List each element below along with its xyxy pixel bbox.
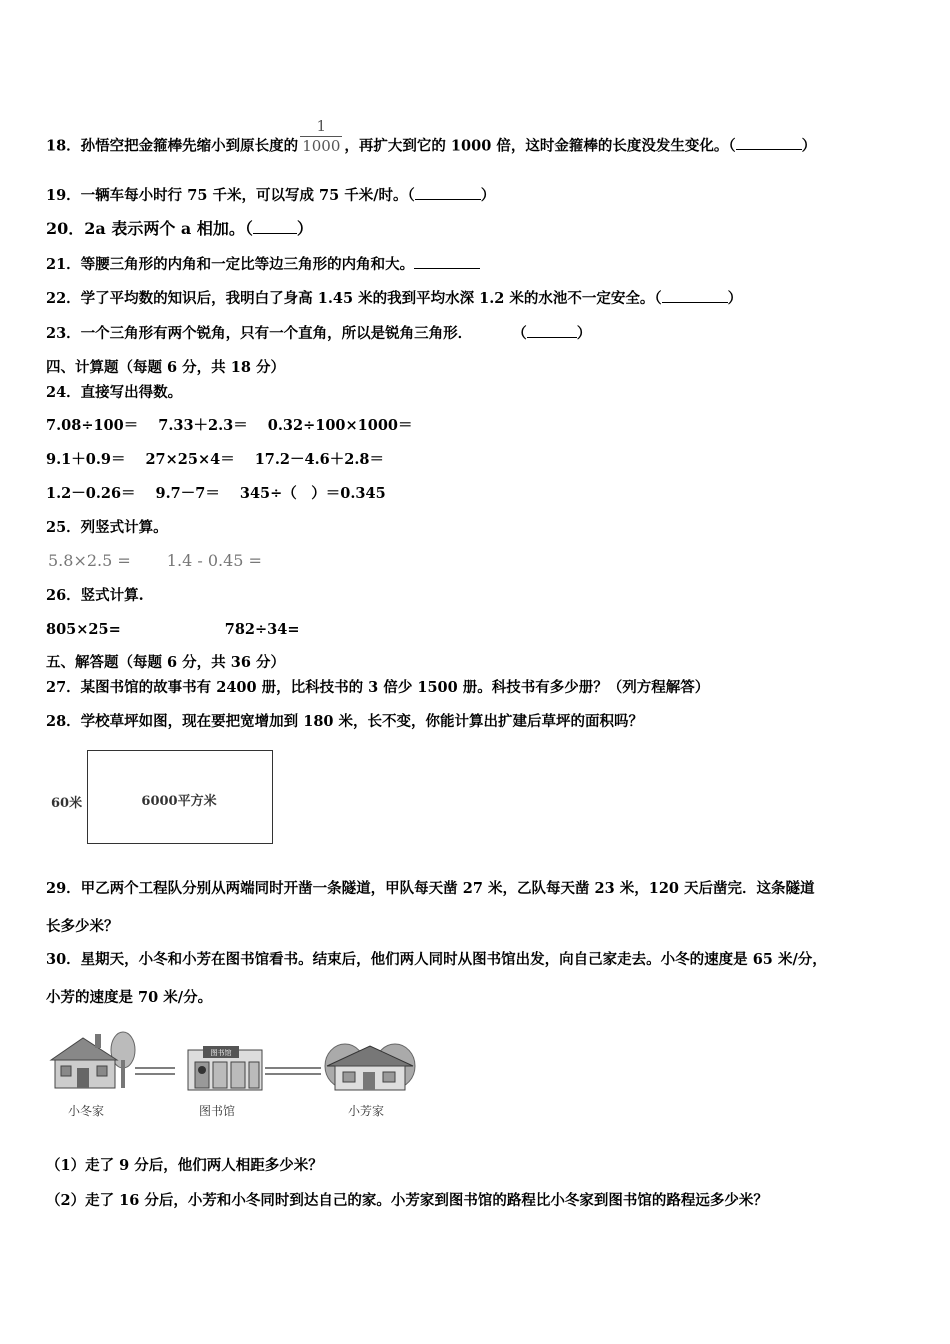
q24-expr-2-2: 27×25×4＝ xyxy=(145,451,235,468)
section-5-heading: 五、解答题（每题 6 分，共 36 分） xyxy=(46,654,285,671)
question-19 xyxy=(46,187,495,204)
question-29-line-2: 长多少米？ xyxy=(46,918,119,935)
library-sign: 图书馆 xyxy=(210,1049,232,1057)
fraction-one-thousandth xyxy=(300,117,342,156)
lawn-area-label: 6000平方米 xyxy=(141,794,217,809)
question-30-sub-2: （2）走了 16 分后，小芳和小冬同时到达自己的家。小芳家到图书馆的路程比小冬家到图书馆的路程远多少米？ xyxy=(46,1192,768,1209)
question-27: 27．某图书馆的故事书有 2400 册，比科技书的 3 倍少 1500 册。科技书有多少册？（列方程解答） xyxy=(46,679,710,696)
xiaodong-house-icon xyxy=(51,1032,135,1088)
question-24-title: 24．直接写出得数。 xyxy=(46,384,183,401)
question-18 xyxy=(46,117,817,166)
question-28: 28．学校草坪如图，现在要把宽增加到 180 米，长不变，你能计算出扩建后草坪的面积吗？ xyxy=(46,713,644,730)
fraction-numerator: 1 xyxy=(300,117,342,137)
question-30-line-2: 小芳的速度是 70 米/分。 xyxy=(46,989,213,1006)
q21-text: 21．等腰三角形的内角和一定比等边三角形的内角和大。 xyxy=(46,256,415,273)
q24-expr-3-1: 1.2－0.26＝ xyxy=(46,485,136,502)
q18-text-post: ，再扩大到它的 1000 倍，这时金箍棒的长度没发生变化。（ xyxy=(344,137,736,155)
q19-answer-blank[interactable] xyxy=(415,198,481,200)
q24-expr-2-1: 9.1＋0.9＝ xyxy=(46,451,126,468)
question-20 xyxy=(46,219,313,238)
question-25-title: 25．列竖式计算。 xyxy=(46,519,168,536)
fraction-denominator: 1000 xyxy=(302,136,341,155)
q18-answer-blank[interactable] xyxy=(736,148,802,150)
q22-answer-blank[interactable] xyxy=(662,301,728,303)
question-30-line-1: 30．星期天，小冬和小芳在图书馆看书。结束后，他们两人同时从图书馆出发，向自己家走去。小冬的速度是 65 米/分， xyxy=(46,951,827,968)
q26-expr-1: 805×25= xyxy=(46,621,121,638)
q20-text: 20．2a 表示两个 a 相加。（ xyxy=(46,219,253,238)
q23-close: ） xyxy=(576,325,592,342)
q24-row-2 xyxy=(46,451,384,468)
q24-expr-1-3: 0.32÷100×1000＝ xyxy=(267,417,413,434)
question-30-sub-1: （1）走了 9 分后，他们两人相距多少米？ xyxy=(46,1157,323,1174)
q24-expr-2-3: 17.2－4.6＋2.8＝ xyxy=(254,451,384,468)
route-illustration xyxy=(45,1030,425,1110)
xiaofang-house-icon xyxy=(325,1044,415,1090)
question-22 xyxy=(46,290,742,307)
q25-expr-2: 1.4 - 0.45 = xyxy=(166,551,262,570)
q19-text: 19．一辆车每小时行 75 千米，可以写成 75 千米/时。（ xyxy=(46,187,415,204)
section-4-heading: 四、计算题（每题 6 分，共 18 分） xyxy=(46,359,285,376)
q24-expr-3-3: 345÷（ ）＝0.345 xyxy=(239,485,386,502)
library-label: 图书馆 xyxy=(199,1104,236,1118)
q18-close: ） xyxy=(801,137,817,155)
q23-answer-blank[interactable] xyxy=(527,336,577,338)
q22-text: 22．学了平均数的知识后，我明白了身高 1.45 米的我到平均水深 1.2 米的水池不一定安全。（ xyxy=(46,290,662,307)
q26-expressions xyxy=(46,621,300,638)
xiaofang-home-label: 小芳家 xyxy=(348,1104,385,1118)
q25-expressions xyxy=(48,551,262,570)
xiaodong-home-label: 小冬家 xyxy=(68,1104,105,1118)
q19-close: ） xyxy=(480,187,496,204)
q24-expr-1-1: 7.08÷100＝ xyxy=(46,417,139,434)
library-building-icon xyxy=(188,1046,262,1090)
q23-open: （ xyxy=(512,325,527,342)
q24-row-3 xyxy=(46,485,386,502)
q20-answer-blank[interactable] xyxy=(253,232,297,234)
q24-expr-3-2: 9.7－7＝ xyxy=(155,485,220,502)
q26-expr-2: 782÷34= xyxy=(224,621,300,638)
q24-row-1 xyxy=(46,417,413,434)
q25-expr-1: 5.8×2.5 = xyxy=(48,551,131,570)
question-29-line-1: 29．甲乙两个工程队分别从两端同时开凿一条隧道，甲队每天凿 27 米，乙队每天凿 23 米，120 天后凿完．这条隧道 xyxy=(46,880,815,897)
question-21 xyxy=(46,256,480,273)
q24-expr-1-2: 7.33＋2.3＝ xyxy=(158,417,248,434)
lawn-width-label: 60米 xyxy=(51,796,83,811)
question-23 xyxy=(46,325,591,342)
q20-close: ） xyxy=(296,219,313,238)
q21-answer-blank[interactable] xyxy=(414,267,480,269)
q22-close: ） xyxy=(727,290,743,307)
q23-text: 23．一个三角形有两个锐角，只有一个直角，所以是锐角三角形． xyxy=(46,325,473,342)
question-26-title: 26．竖式计算. xyxy=(46,587,144,604)
q18-text-pre: 18．孙悟空把金箍棒先缩小到原长度的 xyxy=(46,137,299,155)
